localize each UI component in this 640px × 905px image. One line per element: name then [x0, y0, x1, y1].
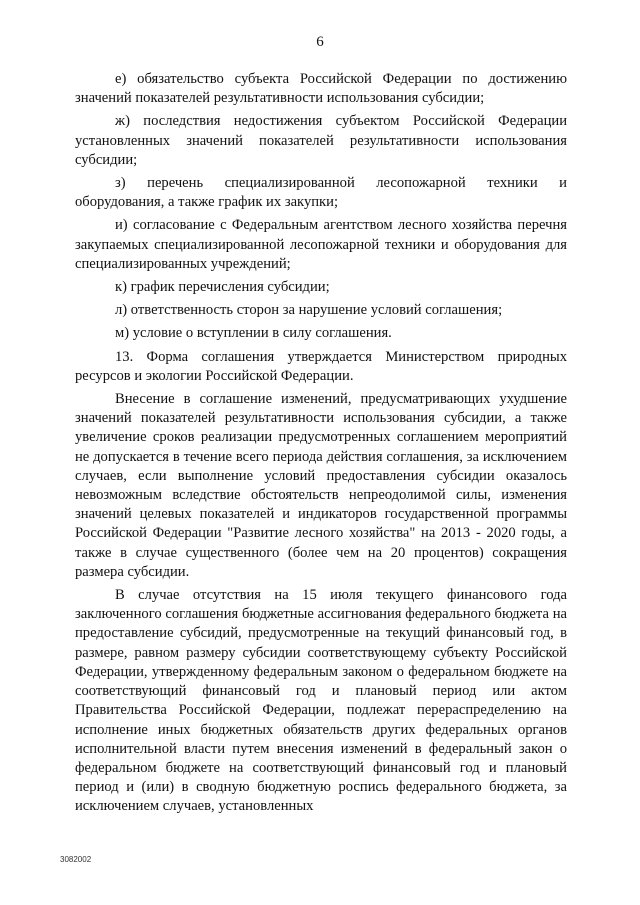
list-item-m: м) условие о вступлении в силу соглашения.	[115, 325, 392, 342]
paragraph-13: 13. Форма соглашения утверждается Министерством природных ресурсов и экологии Российской Федерации.	[75, 348, 567, 384]
list-item-e: е) обязательство субъекта Российской Федерации по достижению значений показателей результативности использования субсидии;	[75, 71, 567, 107]
paragraph-changes: Внесение в соглашение изменений, предусматривающих ухудшение значений показателей результативности использования субсидии, а также увеличение сроков реализации предусмотренных соглашением мероприятий не допускается в течение всего периода действия соглашения, за исключением случаев, если выполнение условий предоставления субсидии оказалось невозможным вследствие обстоятельств непреодолимой силы, изменения значений целевых показателей и индикаторов государственной программы Российской Федерации "Развитие лесного хозяйства" на 2013 - 2020 годы, а также в случае существенного (более чем на 20 процентов) сокращения размера субсидии.	[75, 391, 567, 580]
list-item-i: и) согласование с Федеральным агентством лесного хозяйства перечня закупаемых специализированной лесопожарной техники и оборудования для специализированных учреждений;	[75, 217, 567, 272]
document-body	[75, 70, 567, 821]
list-item-z: з) перечень специализированной лесопожарной техники и оборудования, а также график их закупки;	[75, 175, 567, 211]
document-code: 3082002	[60, 855, 92, 864]
paragraph-absence: В случае отсутствия на 15 июля текущего финансового года заключенного соглашения бюджетные ассигнования федерального бюджета на предоставление субсидий, предусмотренные на текущий финансовый год, в размере, равном размеру субсидии соответствующему субъекту Российской Федерации, утвержденному федеральным законом о федеральном бюджете на соответствующий финансовый год и плановый период или актом Правительства Российской Федерации, подлежат перераспределению на исполнение иных бюджетных обязательств других федеральных органов исполнительной власти путем внесения изменений в федеральный закон о федеральном бюджете на соответствующий финансовый год и плановый период и (или) в сводную бюджетную роспись федерального бюджета, за исключением случаев, установленных	[75, 587, 567, 815]
list-item-l: л) ответственность сторон за нарушение условий соглашения;	[115, 302, 503, 319]
list-item-k: к) график перечисления субсидии;	[115, 279, 330, 296]
page-number: 6	[316, 34, 324, 50]
list-item-zh: ж) последствия недостижения субъектом Российской Федерации установленных значений показателей результативности использования субсидии;	[75, 113, 567, 168]
